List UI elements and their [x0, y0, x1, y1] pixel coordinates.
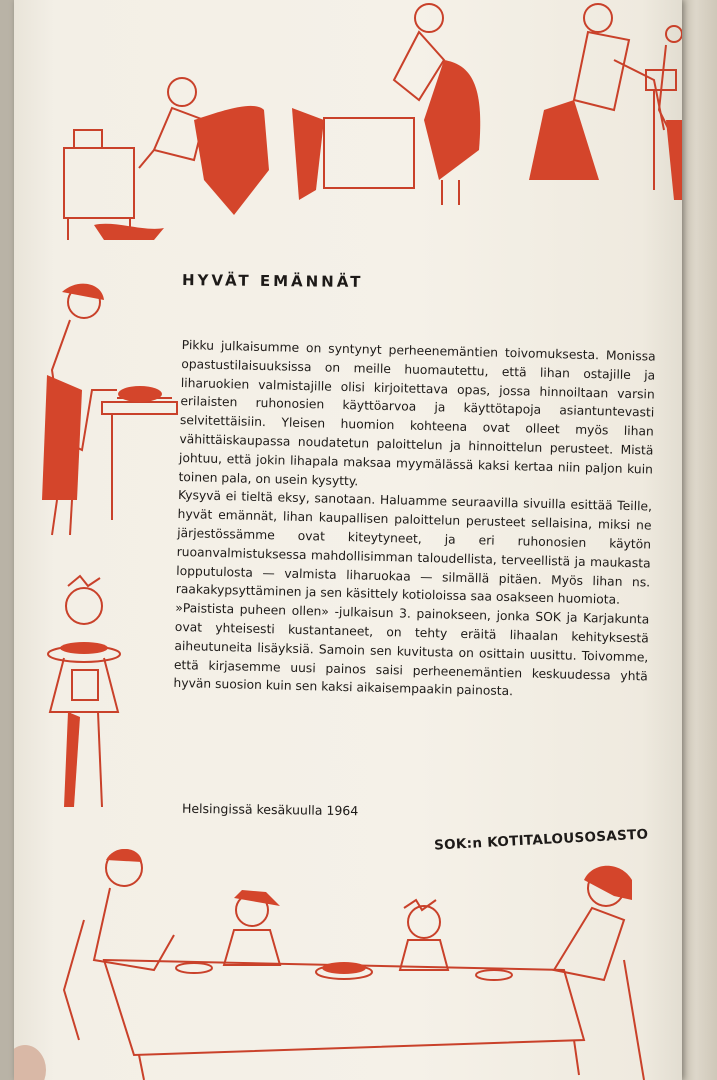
page-heading: HYVÄT EMÄNNÄT [181, 271, 364, 291]
top-cooking-illustration [54, 0, 682, 250]
woman-serving-illustration [22, 280, 182, 540]
girl-carrying-dish-illustration [28, 572, 138, 817]
booklet-page [14, 0, 682, 1080]
next-page-edge [682, 0, 717, 1080]
signature: SOK:n KOTITALOUSOSASTO [433, 826, 649, 854]
paragraph-1: Pikku julkaisumme on syntynyt perheenemäntien toivomuksesta. Monissa opastustilaisuuksissa on meille huomautettu, että lihan ostajille ja liharuokien valmistajille olisi kirjoitettava opas, jossa hinnoiltaan varsin erilaisten ruhonosien käyttöarvoa ja käyttötapoja asiantuntevasti selvitettäisiin. Yleisen huomion kohteena ovat olleet myös lihan vähittäiskaupassa noudatetun paloittelun ja hinnoittelun perusteet. Mistä johtuu, että jokin lihapala maksaa myymälässä kaksi kertaa niin paljon kuin toinen pala, on usein kysytty. [178, 337, 656, 488]
paragraph-3: »Paistista puheen ollen» -julkaisun 3. painokseen, jonka SOK ja Karjakunta ovat yhteisesti kustantaneet, on tehty eräitä lihaalan kehityksestä aiheutuneita lisäyksiä. Samoin sen kuvitusta on osittain uusittu. Toivomme, että kirjasemme uusi painos saisi perheenemäntien keskuudessa yhtä hyvän suosion kuin sen kaksi aikaisempaakin painosta. [173, 601, 650, 699]
body-text [173, 336, 656, 705]
paragraph-2: Kysyvä ei tieltä eksy, sanotaan. Haluamme seuraavilla sivuilla esittää Teille, hyvät emännät, lihan kaupallisen paloittelun perusteet sellaisina, miksi ne järjestössämme ovat kiteytyneet, ja eri ruhonosien käytön ruoanvalmistuksessa mahdollisimman taloudellista, terveellistä ja maukasta lopputulosta — valmista liharuokaa — silmällä pitäen. Myös lihan ns. raakakypsyttäminen ja sen käsittely kotioloissa saa osakseen huomiota. [175, 488, 653, 608]
family-dinner-illustration [44, 840, 654, 1080]
place-and-date: Helsingissä kesäkuulla 1964 [181, 800, 359, 819]
thumb [14, 1045, 46, 1080]
